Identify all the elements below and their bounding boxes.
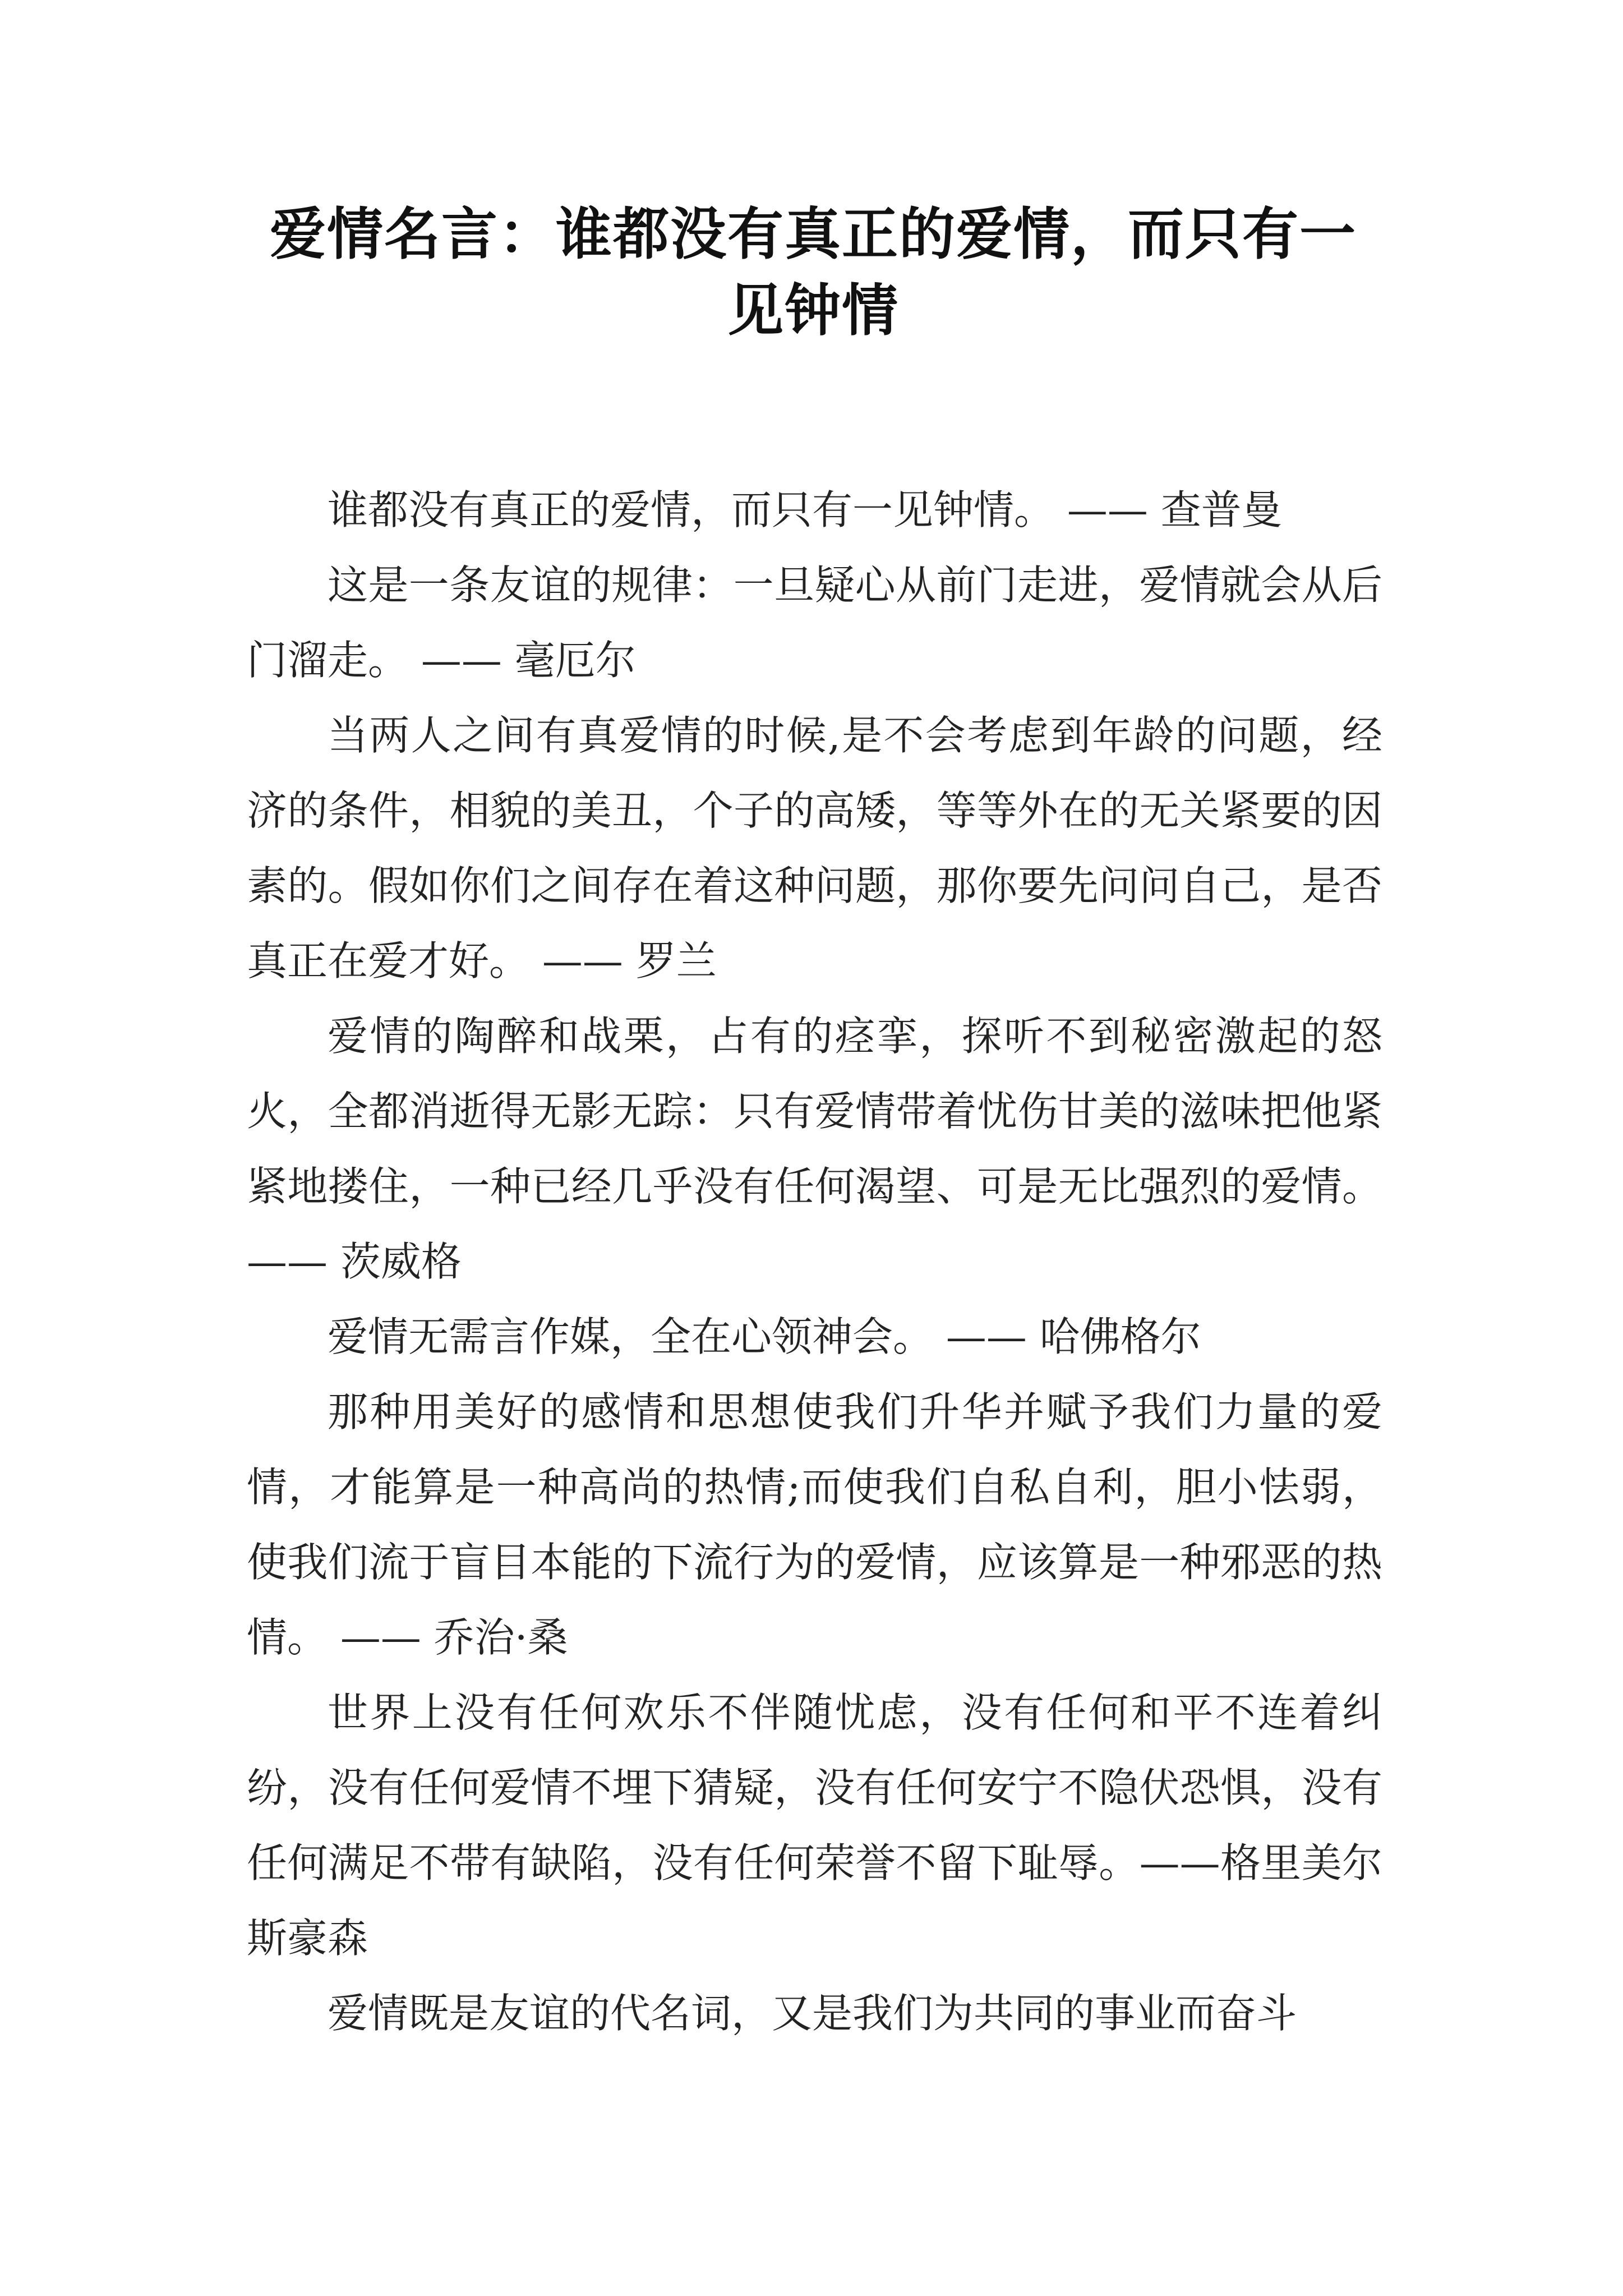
quote-paragraph-7: 世界上没有任何欢乐不伴随忧虑，没有任何和平不连着纠纷，没有任何爱情不埋下猜疑，没有任何安宁不隐伏恐惧，没有任何满足不带有缺陷，没有任何荣誉不留下耻辱。——格里美尔斯豪森	[247, 1689, 1382, 1962]
quote-paragraph-2: 这是一条友谊的规律：一旦疑心从前门走进，爱情就会从后门溜走。 —— 毫厄尔	[247, 562, 1382, 684]
quote-paragraph-3: 当两人之间有真爱情的时候,是不会考虑到年龄的问题，经济的条件，相貌的美丑，个子的高矮，等等外在的无关紧要的因素的。假如你们之间存在着这种问题，那你要先问问自己，是否真正在爱才好。 —— 罗兰	[247, 712, 1382, 984]
document-body	[247, 472, 1382, 2051]
quote-paragraph-8: 爱情既是友谊的代名词，又是我们为共同的事业而奋斗	[328, 1990, 1297, 2037]
document-title: 爱情名言：谁都没有真正的爱情，而只有一见钟情	[270, 201, 1357, 343]
quote-paragraph-1: 谁都没有真正的爱情，而只有一见钟情。 —— 查普曼	[328, 486, 1282, 533]
quote-paragraph-4: 爱情的陶醉和战栗，占有的痉挛，探听不到秘密激起的怒火，全都消逝得无影无踪：只有爱情带着忧伤甘美的滋味把他紧紧地搂住，一种已经几乎没有任何渴望、可是无比强烈的爱情。 —— 茨威格	[247, 1013, 1382, 1285]
quote-paragraph-6: 那种用美好的感情和思想使我们升华并赋予我们力量的爱情，才能算是一种高尚的热情;而使我们自私自利，胆小怯弱，使我们流于盲目本能的下流行为的爱情，应该算是一种邪恶的热情。 —— 乔治·桑	[247, 1388, 1382, 1661]
quote-paragraph-5: 爱情无需言作媒，全在心领神会。 —— 哈佛格尔	[328, 1313, 1201, 1360]
